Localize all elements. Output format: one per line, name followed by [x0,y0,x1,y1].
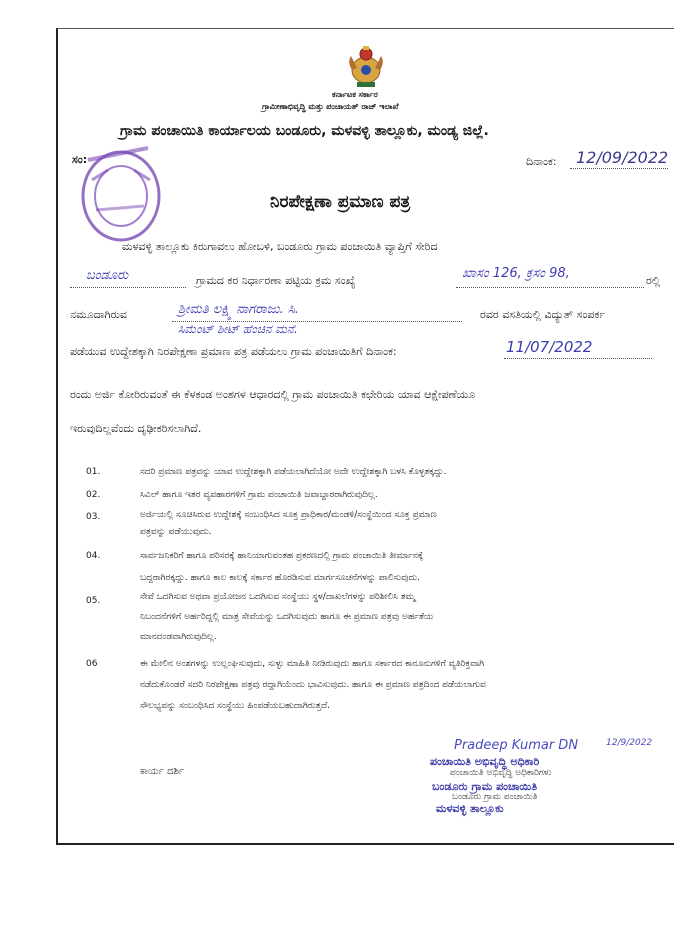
village-handwritten: ಬಂಡೂರು [86,268,129,283]
office-seal-icon [78,140,164,244]
office-heading: ಗ್ರಾಮ ಪಂಚಾಯಿತಿ ಕಾರ್ಯಾಲಯ ಬಂಡೂರು, ಮಳವಳ್ಳಿ ತಾಲ್ಲೂಕು, ಮಂಡ್ಯ ಜಿಲ್ಲೆ. [120,123,489,139]
condition-line: ನಿಬಂದನೆಗಳಿಗೆ ಅರ್ಹರಿದ್ದಲ್ಲಿ ಮಾತ್ರ ಸೇವೆಯನ್ನು ಒದಗಿಸುವುದು ಹಾಗೂ ಈ ಪ್ರಮಾಣ ಪತ್ರವು ಅರ್ಹತೆಯ [140,612,434,622]
body-line-2b: ರಲ್ಲಿ [646,274,661,287]
signature-date: 12/9/2022 [606,738,653,748]
reference-no-label: ಸಂ: [72,153,88,166]
department-heading: ಗ್ರಾಮೀಣಾಭಿವೃದ್ಧಿ ಮತ್ತು ಪಂಚಾಯತ್ ರಾಜ್ ಇಲಾಖೆ [262,102,399,111]
condition-line: ನಡೆದುಕೊಂಡರೆ ಸದರಿ ನಿರಪೇಕ್ಷಣಾ ಪತ್ರವು ರದ್ದಾಗಿಯೆಂದು ಭಾವಿಸುವುದು. ಹಾಗೂ ಈ ಪ್ರಮಾಣ ಪತ್ರದಿಂದ ಪಡೆಯಲಾಗುವ [140,680,486,690]
date-underline [570,168,668,169]
body-line-6: ಇರುವುದಿಲ್ಲವೆಂದು ದೃಢೀಕರಿಸಲಾಗಿದೆ. [70,422,202,435]
condition-line: ಈ ಮೇಲಿನ ಅಂಶಗಳನ್ನು ಉಲ್ಲಂಘಿಸುವುದು, ಸುಳ್ಳು ಮಾಹಿತಿ ನೀಡಿರುವುದು ಹಾಗೂ ಸರ್ಕಾರದ ಕಾನೂನುಗಳಿಗೆ ವ್ಯತಿರಿಕ್ತವಾಗಿ [140,659,485,669]
serial-underline [456,287,644,288]
date-value: 12/09/2022 [576,148,669,167]
condition-line: ಪತ್ರವನ್ನು ಪಡೆಯುವುದು. [140,527,212,537]
condition-line: ಮಾನದಂಡವಾಗಿರುವುದಿಲ್ಲ. [140,632,217,642]
stamp-line: ಪಂಚಾಯಿತಿ ಅಭಿವೃದ್ಧಿ ಅಧಿಕಾರಿಗಳು [450,768,552,778]
building-handwritten: ಸಿಮೆಂಟ್ ಶೀಟ್ ಹೆಂಚಿನ ಮನೆ. [178,322,298,336]
karnataka-emblem-icon [343,44,389,90]
body-line-3b: ರವರ ವಸತಿಯಲ್ಲಿ ವಿದ್ಯುತ್ ಸಂಪರ್ಕ [480,308,606,321]
stamp-line: ಪಂಚಾಯಿತಿ ಅಭಿವೃದ್ಧಿ ಅಧಿಕಾರಿ [430,755,540,768]
govt-heading: ಕರ್ನಾಟಕ ಸರ್ಕಾರ [332,90,378,99]
body-line-1: ಮಳವಳ್ಳಿ ತಾಲ್ಲೂಕು ಕಿರುಗಾವಲು ಹೋಬಳಿ, ಬಂಡೂರು ಗ್ರಾಮ ಪಂಚಾಯಿತಿ ವ್ಯಾಪ್ತಿಗೆ ಸೇರಿದ [122,240,438,253]
apply-date-underline [504,358,652,359]
condition-line: ಸಾರ್ವಜನಿಕರಿಗೆ ಹಾಗೂ ಪರಿಸರಕ್ಕೆ ಹಾನಿಯಾಗುವಂತಹ ಪ್ರಕರಣದಲ್ಲಿ ಗ್ರಾಮ ಪಂಚಾಯಿತಿ ತೀರ್ಮಾನಕ್ಕೆ [140,551,424,561]
body-line-3a: ನಮೂದಾಗಿರುವ [70,308,127,321]
body-line-2a: ಗ್ರಾಮದ ಕರ ನಿರ್ಧಾರಣಾ ಪಟ್ಟಿಯ ಕ್ರಮ ಸಂಖ್ಯೆ [196,274,356,287]
serial-handwritten: ಖಾಸಂ 126, ಕ್ರಸಂ 98, [462,266,570,281]
condition-line: ಸಿವಿಲ್ ಹಾಗೂ ಇತರ ವ್ಯವಹಾರಗಳಿಗೆ ಗ್ರಾಮ ಪಂಚಾಯಿತಿ ಜವಾಬ್ದಾರರಾಗಿರುವುದಿಲ್ಲ. [140,490,378,500]
apply-date-handwritten: 11/07/2022 [506,338,593,356]
condition-line: ಸೇವೆ ಒದಗಿಸುವ ಅಥವಾ ಪ್ರಯೋಜನ ಒದಗಿಸುವ ಸಂಸ್ಥೆಯು ಸ್ಥಳ/ದಾಖಲೆಗಳನ್ನು ಪರಿಶೀಲಿಸಿ ತಮ್ಮ [140,592,416,602]
condition-num: 02. [86,490,101,500]
condition-line: ಸೌಲಭ್ಯವನ್ನು ಸಂಬಂಧಿಸಿದ ಸಂಸ್ಥೆಯು ಹಿಂಪಡೆಯಬಹುದಾಗಿರುತ್ತದೆ. [140,701,331,711]
stamp-line: ಬಂಡೂರು ಗ್ರಾಮ ಪಂಚಾಯಿತಿ [452,792,538,802]
secretary-label: ಕಾರ್ಯ ದರ್ಶಿ [140,766,185,777]
village-underline [70,287,186,288]
condition-line: ಸದರಿ ಪ್ರಮಾಣ ಪತ್ರವನ್ನು ಯಾವ ಉದ್ದೇಶಕ್ಕಾಗಿ ಪಡೆಯಲಾಗಿದೆಯೋ ಅದೇ ಉದ್ದೇಶಕ್ಕಾಗಿ ಬಳಸಿ ಕೊಳ್ಳತಕ್ಕದ್ದು. [140,467,447,477]
stamp-line: ಬಂಡೂರು ಗ್ರಾಮ ಪಂಚಾಯಿತಿ [432,780,538,793]
condition-line: ಅರ್ಜಿಯಲ್ಲಿ ಸೂಚಿಸಿರುವ ಉದ್ದೇಶಕ್ಕೆ ಸಂಬಂಧಿಸಿದ ಸೂಕ್ತ ಪ್ರಾಧಿಕಾರ/ಮಂಡಳಿ/ಸಂಸ್ಥೆಯಿಂದ ಸೂಕ್ತ ಪ್ರಮಾಣ [140,510,437,520]
date-label: ದಿನಾಂಕ: [526,155,557,168]
signature: Pradeep Kumar DN [454,738,579,753]
body-line-5: ರಂದು ಅರ್ಜಿ ಕೋರಿರುವಂತೆ ಈ ಕೆಳಕಂಡ ಅಂಶಗಳ ಆಧಾರದಲ್ಲಿ ಗ್ರಾಮ ಪಂಚಾಯಿತಿ ಕಛೇರಿಯ ಯಾವ ಆಕ್ಷೇಪಣೆಯೂ [70,388,476,401]
stamp-line: ಮಳವಳ್ಳಿ ತಾಲ್ಲೂಕು [436,802,504,815]
condition-num: 03. [86,512,101,522]
document-title: ನಿರಪೇಕ್ಷಣಾ ಪ್ರಮಾಣ ಪತ್ರ [270,192,411,212]
condition-num: 05. [86,596,101,606]
condition-num: 06 [86,659,98,669]
condition-num: 04. [86,551,101,561]
condition-line: ಬದ್ದರಾಗಿರಕ್ಕದ್ದು. ಹಾಗೂ ಕಾಲ ಕಾಲಕ್ಕೆ ಸರ್ಕಾರ ಹೊರಡಿಸುವ ಮಾರ್ಗಸೂಚನೆಗಳನ್ನು ಪಾಲಿಸುವುದು. [140,573,420,583]
owner-handwritten: ಶ್ರೀಮತಿ ಲಕ್ಷ್ಮಿ ನಾಗರಾಜು. ಸಿ. [178,302,299,317]
body-line-4a: ಪಡೆಯುವ ಉದ್ದೇಶಕ್ಕಾಗಿ ನಿರಪೇಕ್ಷಣಾ ಪ್ರಮಾಣ ಪತ್ರ ಪಡೆಯಲು ಗ್ರಾಮ ಪಂಚಾಯಿತಿಗೆ ದಿನಾಂಕ: [70,345,397,358]
condition-num: 01. [86,467,101,477]
